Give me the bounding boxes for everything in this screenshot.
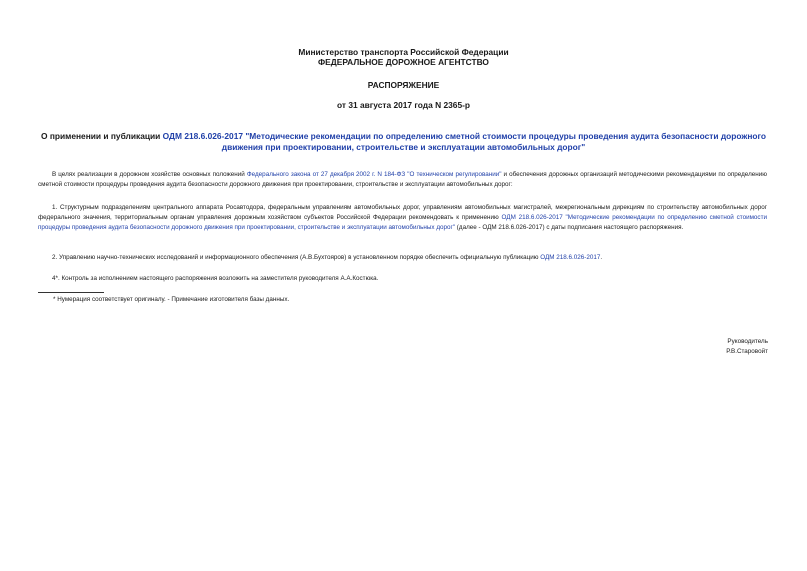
document-date-number: от 31 августа 2017 года N 2365-р <box>336 100 471 110</box>
footnote-text: * Нумерация соответствует оригиналу. - Примечание изготовителя базы данных. <box>53 296 290 303</box>
document-title <box>40 131 767 153</box>
document-type: РАСПОРЯЖЕНИЕ <box>367 80 440 90</box>
agency-name: ФЕДЕРАЛЬНОЕ ДОРОЖНОЕ АГЕНТСТВО <box>318 57 489 67</box>
paragraph-preamble <box>38 170 767 190</box>
ministry-name: Министерство транспорта Российской Федерации <box>298 47 509 57</box>
p1-text-after: и обеспечения дорожных организаций методическими рекомендациями по определению сметной стоимости процедуры проведения аудита безопасности дорожного движения при проектировании, строительстве и эксплуатации автомобильных дорог: <box>38 171 767 188</box>
p1-text-before: В целях реализации в дорожном хозяйстве основных положений <box>52 171 247 178</box>
p3-text-before: 2. Управлению научно-технических исследований и информационного обеспечения (А.В.Бухтояров) в установленном порядке обеспечить официальную публикацию <box>52 254 541 261</box>
p2-text-before: 1. Структурным подразделениям центрального аппарата Росавтодора, федеральным управлениям автомобильных дорог, управлениям автомобильных магистралей, межрегиональным дирекциям по строительству автомобильных дорог федерального значения, территориальным органам управления дорожным хозяйством субъектов Российской Федерации рекомендовать к применению <box>38 204 767 221</box>
federal-law-link[interactable]: Федерального закона от 27 декабря 2002 г. N 184-ФЗ "О техническом регулировании" <box>246 171 502 178</box>
title-odm-link[interactable]: ОДМ 218.6.026-2017 "Методические рекомендации по определению сметной стоимости процедуры проведения аудита безопасности дорожного движения при проектировании, строительстве и эксплуатации автомобильных дорог" <box>162 131 766 152</box>
paragraph-4: 4*. Контроль за исполнением настоящего распоряжения возложить на заместителя руководителя А.А.Костюка. <box>52 275 379 282</box>
signature-name: Р.В.Старовойт <box>726 348 768 355</box>
signature-position: Руководитель <box>727 338 768 345</box>
footnote-divider <box>38 292 104 293</box>
odm-link-full[interactable]: ОДМ 218.6.026-2017 "Методические рекомендации по определению сметной стоимости процедуры проведения аудита безопасности дорожного движения при проектировании, строительстве и эксплуатации автомобильных дорог" <box>38 214 767 231</box>
odm-link-short[interactable]: ОДМ 218.6.026-2017 <box>540 254 601 261</box>
title-prefix: О применении и публикации <box>40 131 163 141</box>
paragraph-1 <box>38 203 767 233</box>
p2-text-after: (далее - ОДМ 218.6.026-2017) с даты подписания настоящего распоряжения. <box>455 224 684 231</box>
paragraph-2 <box>38 253 767 263</box>
p3-text-after: . <box>600 254 603 261</box>
